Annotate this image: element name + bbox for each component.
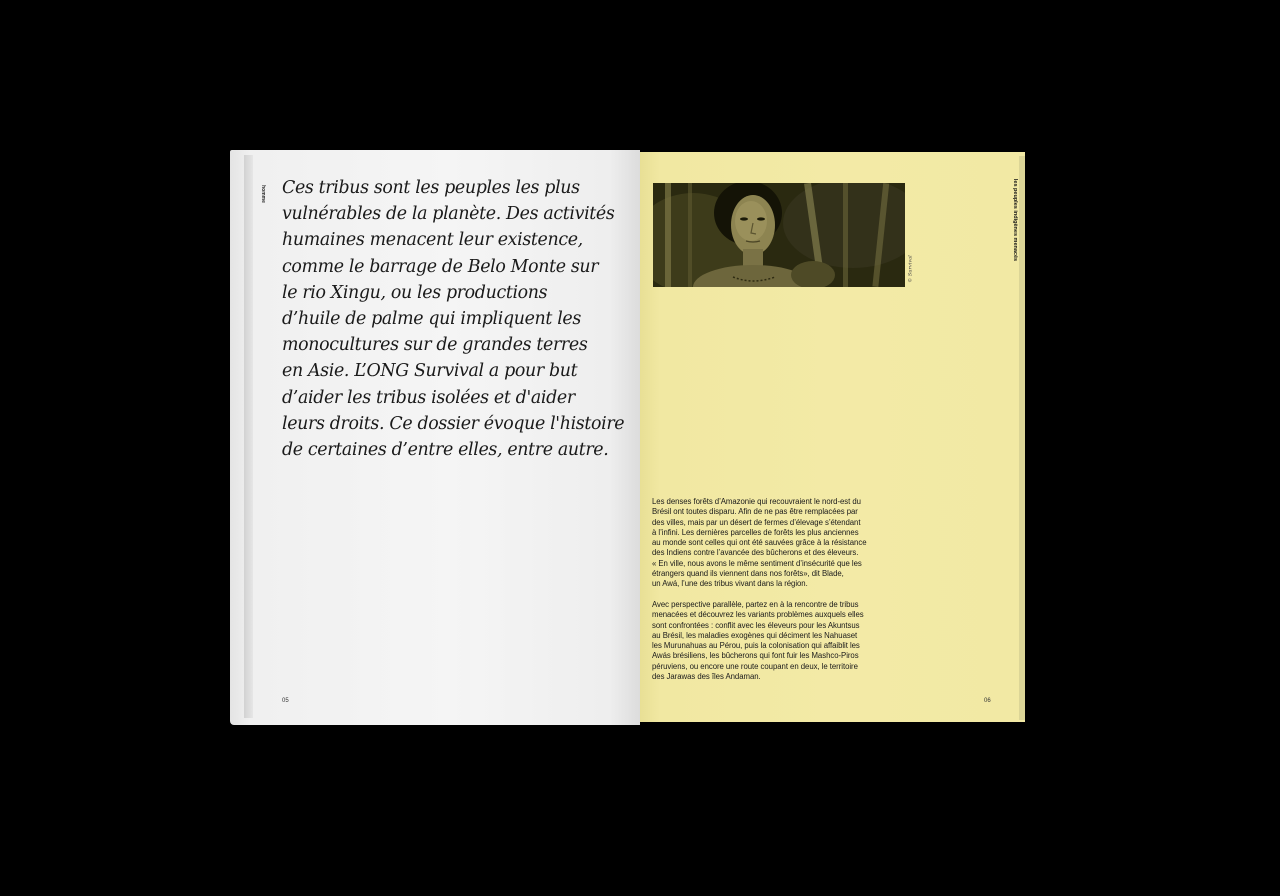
intro-line: comme le barrage de Belo Monte sur — [282, 256, 599, 277]
body-line: à l’infini. Les dernières parcelles de forêts les plus anciennes — [652, 527, 859, 537]
body-line: des Jarawas des îles Andaman. — [652, 672, 761, 682]
body-line: étrangers quand ils viennent dans nos forêts», dit Blade, — [652, 569, 844, 579]
portrait-photo — [653, 183, 905, 287]
intro-text — [282, 175, 625, 463]
right-running-head — [1003, 175, 1019, 275]
body-line: « En ville, nous avons le même sentiment d’insécurité que les — [652, 558, 862, 568]
body-line: Les denses forêts d’Amazonie qui recouvraient le nord-est du — [652, 497, 861, 506]
body-line: menacées et découvrez les variants problèmes auxquels elles — [652, 610, 864, 620]
intro-line: humaines menacent leur existence, — [282, 230, 583, 251]
body-line: les Murunahuas au Pérou, puis la colonisation qui affaiblit les — [652, 641, 860, 651]
body-line: au Brésil, les maladies exogènes qui déciment les Nahuaset — [652, 630, 858, 640]
page-number-right: 06 — [984, 698, 991, 704]
body-line: Avec perspective parallèle, partez en à la rencontre de tribus — [652, 599, 859, 609]
left-running-head-text: homme — [260, 185, 266, 203]
intro-line: en Asie. L’ONG Survival a pour but — [282, 361, 578, 382]
photo-credit — [905, 255, 921, 283]
intro-line: leurs droits. Ce dossier évoque l'histoire — [282, 413, 625, 434]
intro-line: Ces tribus sont les peuples les plus — [282, 178, 580, 198]
body-line: des Indiens contre l’avancée des bûcherons et des éleveurs. — [652, 548, 859, 558]
body-line: sont confrontées : conflit avec les éleveurs pour les Akuntsus — [652, 620, 860, 630]
intro-line: de certaines d’entre elles, entre autre. — [282, 440, 609, 461]
right-running-head-text: les peuples indigènes menacés — [1012, 178, 1018, 262]
article-body — [652, 497, 892, 682]
body-line: au monde sont celles qui ont été sauvées grâce à la résistance — [652, 538, 867, 548]
body-line: péruviens, ou encore une route coupant en deux, le territoire — [652, 661, 858, 671]
intro-line: d’aider les tribus isolées et d'aider — [282, 387, 575, 408]
photo-credit-text: © Survival — [907, 255, 914, 283]
left-page-edge — [244, 155, 253, 718]
intro-line: vulnérables de la planète. Des activités — [282, 204, 615, 225]
body-line: des villes, mais par un désert de fermes d’élevage s’étendant — [652, 517, 861, 527]
paragraph-gap — [652, 590, 892, 600]
right-page-edge — [1019, 156, 1025, 720]
intro-line: monocultures sur de grandes terres — [282, 335, 588, 356]
page-number-left: 05 — [282, 698, 289, 704]
intro-line: le rio Xingu, ou les productions — [282, 282, 548, 303]
body-line: Brésil ont toutes disparu. Afin de ne pas être remplacées par — [652, 507, 858, 517]
left-running-head — [258, 181, 268, 211]
body-line: Awás brésiliens, les bûcherons qui font fuir les Mashco-Piros — [652, 651, 859, 661]
body-line: un Awá, l’une des tribus vivant dans la région. — [652, 579, 808, 589]
intro-line: d’huile de palme qui impliquent les — [282, 309, 581, 330]
portrait-illustration — [653, 183, 905, 287]
